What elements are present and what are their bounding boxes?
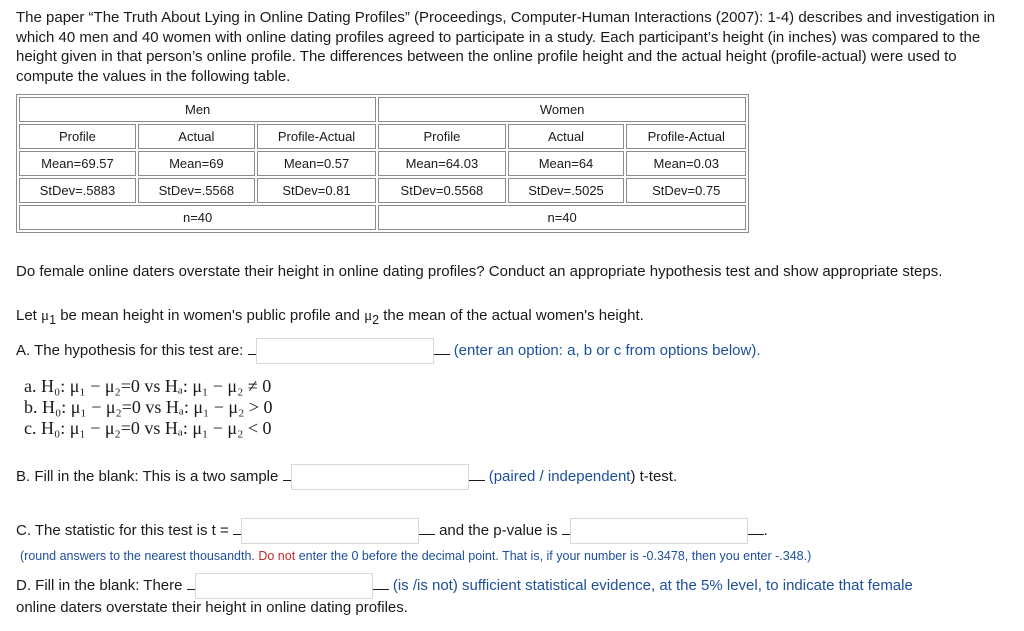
let-suffix: the mean of the actual women's height. <box>383 307 644 324</box>
part-b-label: B. Fill in the blank: This is a two sample <box>16 467 279 485</box>
round-hint-part1: (round answers to the nearest thousandth. <box>20 549 255 563</box>
sample-type-input[interactable] <box>291 464 469 490</box>
table-cell: StDev=.5568 <box>138 178 255 203</box>
men-sample-size: n=40 <box>19 205 376 230</box>
mu2-subscript: 2 <box>372 313 380 327</box>
t-statistic-input[interactable] <box>241 518 419 544</box>
blank-underscore <box>187 575 195 590</box>
blank-underscore <box>233 520 241 535</box>
part-c-middle: and the p-value is <box>439 521 558 539</box>
blank-underscore <box>562 520 570 535</box>
mu1-symbol: μ <box>41 308 50 324</box>
p-value-input[interactable] <box>570 518 748 544</box>
blank-underscore <box>469 466 485 481</box>
let-middle: be mean height in women's public profile and <box>60 307 360 324</box>
part-b-hint-open: ( <box>488 467 494 485</box>
table-cell: Mean=64.03 <box>378 151 505 176</box>
part-a-label: A. The hypothesis for this test are: <box>16 341 244 359</box>
part-d-hint-options: is /is not <box>397 576 453 594</box>
blank-underscore <box>434 340 450 355</box>
option-a: a. H₀: μ₁ − μ₂=0 vs Hₐ: μ₁ − μ₂ ≠ 0 <box>24 376 272 396</box>
hypothesis-answer-input[interactable] <box>256 338 434 364</box>
part-d-label: D. Fill in the blank: There <box>16 576 183 594</box>
table-cell: Mean=64 <box>508 151 625 176</box>
part-c-end: . <box>763 521 768 539</box>
table-cell: StDev=0.75 <box>626 178 746 203</box>
let-definition <box>16 306 644 331</box>
column-header: Actual <box>138 124 255 149</box>
option-b: b. H₀: μ₁ − μ₂=0 vs Hₐ: μ₁ − μ₂ > 0 <box>24 397 273 417</box>
table-row-sample-size <box>19 205 746 230</box>
column-header: Profile <box>19 124 136 149</box>
part-b <box>16 464 677 490</box>
blank-underscore <box>283 466 291 481</box>
table-row-means <box>19 151 746 176</box>
part-b-hint-options: paired / independent <box>493 467 631 485</box>
round-hint-part2: Do not <box>258 549 296 563</box>
table-cell: Mean=69 <box>138 151 255 176</box>
table-cell: StDev=0.81 <box>257 178 376 203</box>
part-d-hint-open: ( <box>392 576 398 594</box>
mu1-subscript: 1 <box>49 313 57 327</box>
evidence-answer-input[interactable] <box>195 573 373 599</box>
part-c <box>16 518 768 544</box>
part-a <box>16 338 761 364</box>
table-row-columns <box>19 124 746 149</box>
table-cell: Mean=69.57 <box>19 151 136 176</box>
problem-intro: The paper “The Truth About Lying in Online Dating Profiles” (Proceedings, Computer-Human Interactions (2007): 1-4) describes and investigation in which 40 men and 40 women with online dating profiles agreed to participate in a study. Each participant’s height (in inches) was compared to the height given in that person’s online profile. The differences between the online profile height and the actual height (profile-actual) were used to compute the values in the following table. <box>16 9 996 85</box>
column-header: Profile-Actual <box>257 124 376 149</box>
height-statistics-table <box>16 94 749 233</box>
women-sample-size: n=40 <box>378 205 746 230</box>
table-row-group-header <box>19 97 746 122</box>
rounding-instructions <box>20 549 811 563</box>
part-d-line2: online daters overstate their height in online dating profiles. <box>16 599 408 616</box>
blank-underscore <box>748 520 764 535</box>
part-d-hint-close: ) sufficient statistical evidence, at the 5% level, to <box>452 576 779 594</box>
option-c: c. H₀: μ₁ − μ₂=0 vs Hₐ: μ₁ − μ₂ < 0 <box>24 418 272 438</box>
round-hint-part3: enter the 0 before the decimal point. That is, if your number is -0.3478, then you enter -.348.) <box>298 549 812 563</box>
mu2-symbol: μ <box>364 308 373 324</box>
blank-underscore <box>419 520 435 535</box>
let-prefix: Let <box>16 307 37 324</box>
blank-underscore <box>373 575 389 590</box>
part-c-label: C. The statistic for this test is t = <box>16 521 229 539</box>
table-cell: Mean=0.57 <box>257 151 376 176</box>
column-header: Profile <box>378 124 505 149</box>
column-header: Actual <box>508 124 625 149</box>
column-header: Profile-Actual <box>626 124 746 149</box>
table-cell: Mean=0.03 <box>626 151 746 176</box>
table-row-stdevs <box>19 178 746 203</box>
table-cell: StDev=.5883 <box>19 178 136 203</box>
blank-underscore <box>248 340 256 355</box>
women-header: Women <box>378 97 746 122</box>
part-a-hint: (enter an option: a, b or c from options below). <box>453 341 761 359</box>
hypothesis-options <box>24 376 273 439</box>
question-text: Do female online daters overstate their height in online dating profiles? Conduct an appropriate hypothesis test and show appropriate steps. <box>16 263 943 280</box>
table-cell: StDev=0.5568 <box>378 178 505 203</box>
part-d <box>16 573 913 599</box>
part-d-hint-tail: indicate that female <box>782 576 913 594</box>
table-cell: StDev=.5025 <box>508 178 625 203</box>
men-header: Men <box>19 97 376 122</box>
part-b-hint-close: ) t-test. <box>630 467 678 485</box>
